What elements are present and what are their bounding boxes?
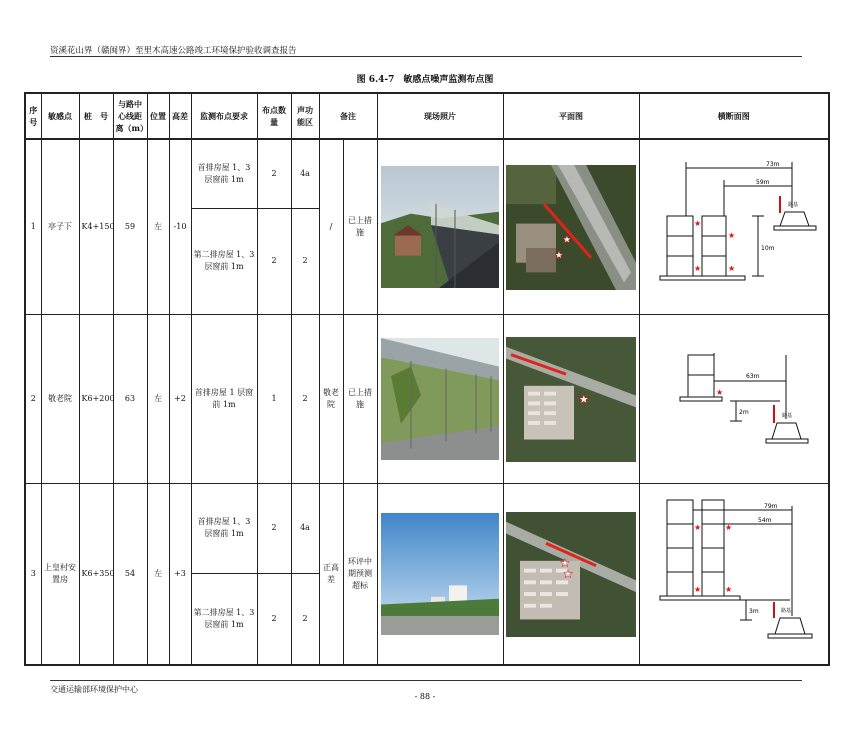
row-requirement: 第二排房屋 1、3 层窗前 1m	[191, 573, 257, 665]
cross-section-cell	[639, 139, 829, 315]
col-photo: 现场照片	[377, 93, 503, 139]
row-count: 2	[257, 484, 291, 574]
star-icon: ★	[715, 388, 723, 397]
row-zone: 2	[291, 315, 319, 484]
col-station: 桩 号	[79, 93, 113, 139]
star-icon: ★	[727, 264, 735, 273]
col-requirement: 监测布点要求	[191, 93, 257, 139]
col-plan: 平面图	[503, 93, 639, 139]
footer-org: 交通运输部环境保护中心	[50, 685, 138, 694]
row-remark-b: 环评中期预测超标	[343, 484, 377, 666]
row-name: 敬老院	[41, 315, 79, 484]
section-dim-1: 79m	[763, 503, 777, 510]
col-position: 位置	[147, 93, 169, 139]
site-photo	[381, 513, 499, 635]
site-photo-cell	[377, 139, 503, 315]
section-dim-2: 54m	[757, 517, 771, 524]
figure-caption: 图 6.4-7 敏感点噪声监测布点图	[356, 75, 494, 85]
row-remark-b: 已上措施	[343, 315, 377, 484]
report-header: 资溪花山界（赣闽界）至里木高速公路竣工环境保护验收调查报告	[50, 46, 297, 56]
col-no: 序号	[25, 93, 41, 139]
star-icon: ★	[693, 585, 701, 594]
plan-map-cell	[503, 139, 639, 315]
header-divider	[50, 56, 802, 57]
star-icon: ★	[693, 219, 701, 228]
row-no: 1	[25, 139, 41, 315]
col-distance: 与路中心线距离（m）	[113, 93, 147, 139]
table-row	[25, 315, 829, 484]
cross-section-diagram	[640, 484, 830, 660]
col-height: 高差	[169, 93, 191, 139]
site-photo	[381, 338, 499, 460]
star-icon: ★	[562, 232, 572, 246]
row-height: -10	[169, 139, 191, 315]
plan-map	[506, 165, 636, 290]
row-zone: 4a	[291, 484, 319, 574]
road-label: 路基	[787, 202, 798, 208]
row-name: 亭子下	[41, 139, 79, 315]
row-station: K4+150	[79, 139, 113, 315]
row-requirement: 首排房屋 1、3 层窗前 1m	[191, 139, 257, 208]
plan-map	[506, 337, 636, 462]
row-count: 2	[257, 139, 291, 208]
row-name: 上皇村安置房	[41, 484, 79, 666]
section-dim-height: 3m	[748, 608, 759, 615]
row-distance: 59	[113, 139, 147, 315]
row-station: K6+200	[79, 315, 113, 484]
cross-section-cell	[639, 315, 829, 484]
footer-divider	[50, 680, 802, 681]
row-remark-a: /	[319, 139, 343, 315]
section-dim-2: 59m	[755, 179, 769, 186]
site-photo	[381, 166, 499, 288]
row-position: 左	[147, 139, 169, 315]
page-number: - 88 -	[414, 692, 436, 701]
star-icon: ★	[693, 523, 701, 532]
row-position: 左	[147, 484, 169, 666]
row-height: +2	[169, 315, 191, 484]
plan-map-cell	[503, 484, 639, 666]
row-count: 2	[257, 573, 291, 665]
road-label: 路基	[780, 608, 791, 614]
row-station: K6+350	[79, 484, 113, 666]
row-requirement: 首排房屋 1 层窗前 1m	[191, 315, 257, 484]
table-row	[25, 484, 829, 574]
section-dim-1: 73m	[765, 161, 779, 168]
row-remark-a: 正高差	[319, 484, 343, 666]
star-icon: ★	[724, 523, 732, 532]
star-icon: ★	[563, 567, 573, 580]
row-zone: 4a	[291, 139, 319, 208]
plan-map	[506, 512, 636, 637]
table-row	[25, 139, 829, 208]
row-requirement: 第二排房屋 1、3 层窗前 1m	[191, 208, 257, 314]
star-icon: ★	[724, 585, 732, 594]
star-icon: ★	[554, 248, 564, 262]
row-no: 3	[25, 484, 41, 666]
col-zone: 声功能区	[291, 93, 319, 139]
star-icon: ★	[560, 556, 570, 570]
section-dim-height: 2m	[738, 409, 749, 416]
star-icon: ★	[578, 392, 590, 407]
plan-map-cell	[503, 315, 639, 484]
col-section: 横断面图	[639, 93, 829, 139]
row-zone: 2	[291, 573, 319, 665]
cross-section-diagram	[640, 315, 830, 479]
row-distance: 63	[113, 315, 147, 484]
site-photo-cell	[377, 315, 503, 484]
col-remark: 备注	[319, 93, 377, 139]
col-count: 布点数量	[257, 93, 291, 139]
row-distance: 54	[113, 484, 147, 666]
star-icon: ★	[727, 231, 735, 240]
col-name: 敏感点	[41, 93, 79, 139]
row-requirement: 首排房屋 1、3 层窗前 1m	[191, 484, 257, 574]
row-height: +3	[169, 484, 191, 666]
row-remark-b: 已上措施	[343, 139, 377, 315]
cross-section-diagram	[640, 140, 830, 310]
row-remark-a: 敬老院	[319, 315, 343, 484]
monitoring-table	[24, 92, 830, 666]
row-count: 2	[257, 208, 291, 314]
section-dim-height: 10m	[760, 245, 774, 252]
section-dim-1: 63m	[745, 373, 759, 380]
row-no: 2	[25, 315, 41, 484]
road-label: 路基	[781, 413, 792, 419]
row-count: 1	[257, 315, 291, 484]
cross-section-cell	[639, 484, 829, 666]
row-zone: 2	[291, 208, 319, 314]
site-photo-cell	[377, 484, 503, 666]
star-icon: ★	[693, 264, 701, 273]
row-position: 左	[147, 315, 169, 484]
